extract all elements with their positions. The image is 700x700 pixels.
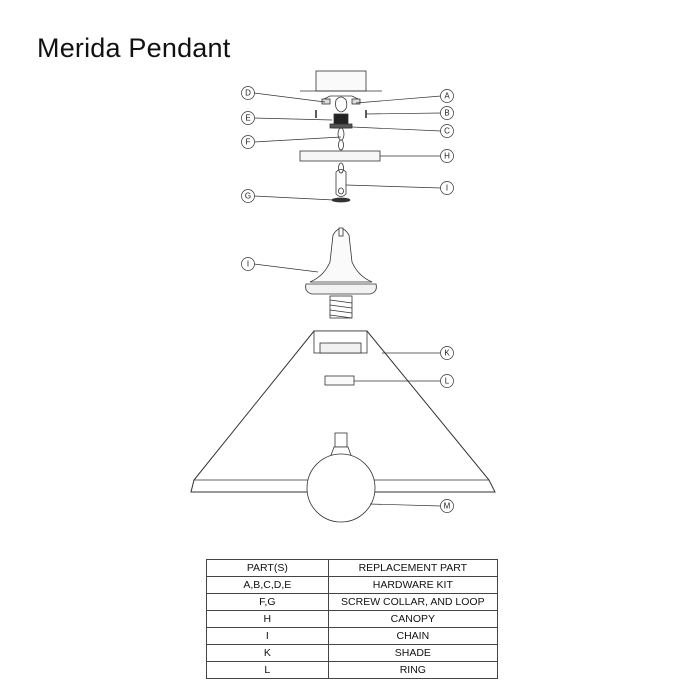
table-cell: SHADE (328, 645, 497, 662)
svg-text:I: I (445, 183, 449, 193)
svg-text:D: D (245, 88, 251, 98)
table-cell: K (207, 645, 329, 662)
callout-m (441, 500, 454, 513)
table-cell: H (207, 611, 329, 628)
table-header-row (207, 560, 498, 577)
table-cell: CANOPY (328, 611, 497, 628)
column-header-parts: PART(S) (207, 560, 329, 577)
ring-part (325, 376, 354, 385)
svg-text:I: I (246, 259, 250, 269)
svg-text:K: K (444, 348, 450, 358)
table-row (207, 611, 498, 628)
table-row (207, 662, 498, 679)
callout-b (441, 107, 454, 120)
svg-text:H: H (444, 151, 450, 161)
svg-text:G: G (244, 191, 252, 201)
svg-text:M: M (443, 501, 451, 511)
socket-thread (330, 296, 352, 318)
callout-h (441, 150, 454, 163)
svg-text:C: C (444, 126, 450, 136)
socket-housing (310, 229, 372, 283)
table-row (207, 577, 498, 594)
globe-bulb (307, 454, 375, 522)
callout-i-chain (441, 182, 454, 195)
callout-k (441, 347, 454, 360)
hook-loop (336, 97, 347, 112)
junction-box (316, 71, 366, 91)
column-header-replacement: REPLACEMENT PART (328, 560, 497, 577)
svg-text:A: A (444, 91, 450, 101)
svg-text:L: L (444, 376, 450, 386)
svg-text:F: F (245, 137, 251, 147)
table-cell: A,B,C,D,E (207, 577, 329, 594)
callout-i-socket (242, 258, 255, 271)
callout-c (441, 125, 454, 138)
parts-table (206, 559, 498, 679)
callout-d (242, 87, 255, 100)
table-cell: HARDWARE KIT (328, 577, 497, 594)
table-row (207, 594, 498, 611)
callout-f (242, 136, 255, 149)
table-cell: L (207, 662, 329, 679)
callout-g (242, 190, 255, 203)
table-row (207, 645, 498, 662)
table-row (207, 628, 498, 645)
callout-l (441, 375, 454, 388)
table-cell: F,G (207, 594, 329, 611)
svg-text:B: B (444, 108, 450, 118)
table-cell: SCREW COLLAR, AND LOOP (328, 594, 497, 611)
chain-part (336, 170, 346, 197)
svg-text:E: E (245, 113, 251, 123)
table-cell: I (207, 628, 329, 645)
page-title: Merida Pendant (37, 33, 231, 63)
canopy-part (300, 151, 380, 161)
callout-a (441, 90, 454, 103)
table-cell: RING (328, 662, 497, 679)
callout-e (242, 112, 255, 125)
table-cell: CHAIN (328, 628, 497, 645)
